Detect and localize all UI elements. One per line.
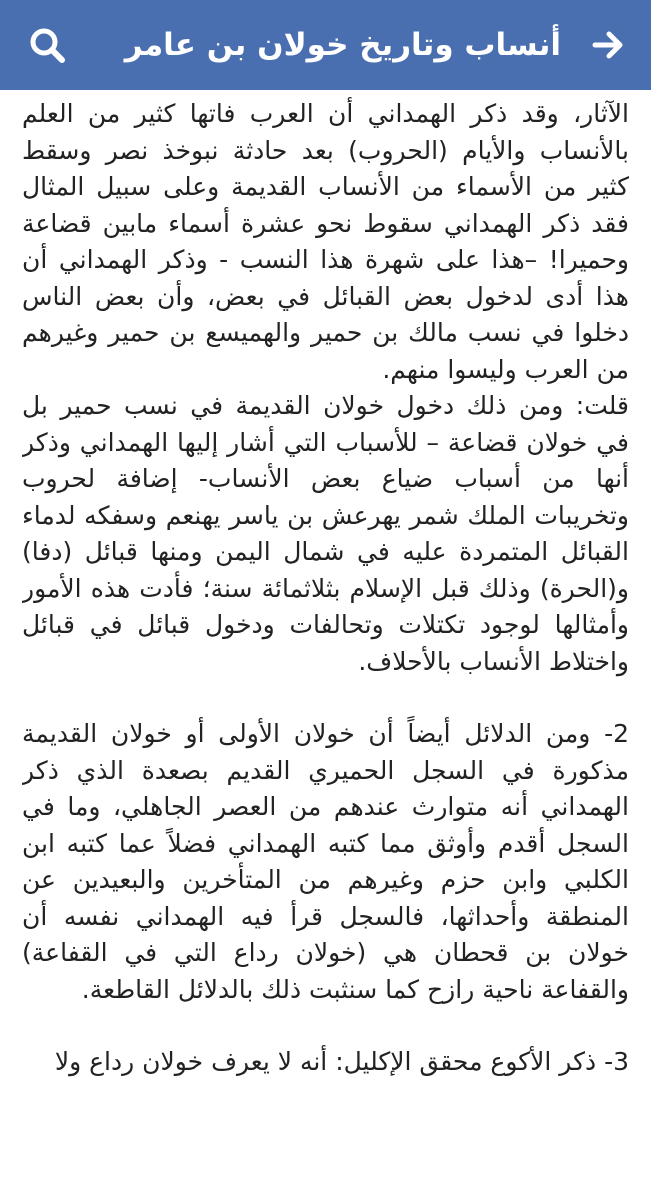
article-paragraph: 3- ذكر الأكوع محقق الإكليل: أنه لا يعرف خولان رداع ولا xyxy=(54,1047,629,1076)
paragraph-gap xyxy=(22,680,629,716)
article-paragraph: الآثار، وقد ذكر الهمداني أن العرب فاتها كثير من العلم بالأنساب والأيام (الحروب) بعد حادثة نبوخذ نصر وسقط كثير من الأسماء من الأنساب القديمة وعلى سبيل المثال فقد ذكر الهمداني سقوط نحو عشرة أسماء مابين قضاعة وحميرا! –هذا على شهرة هذا النسب - وذكر الهمداني أن هذا أدى لدخول بعض القبائل في بعض، وأن بعض الناس دخلوا في نسب مالك بن حمير والهميسع بن حمير وغيرهم من العرب وليسوا منهم. xyxy=(22,99,629,384)
article-body xyxy=(22,96,629,1200)
page-title: أنساب وتاريخ خولان بن عامر xyxy=(124,27,561,63)
search-button[interactable] xyxy=(22,20,72,70)
article-paragraph: 2- ومن الدلائل أيضاً أن خولان الأولى أو خولان القديمة مذكورة في السجل الحميري القديم بصعدة الذي ذكر الهمداني أنه متوارث عندهم من العصر الجاهلي، وما في السجل أقدم وأوثق مما كتبه الهمداني فضلاً عما كتبه ابن الكلبي وابن حزم وغيرهم من المتأخرين والبعيدين عن المنطقة وأحداثها، فالسجل قرأ فيه الهمداني نفسه أن خولان بن قحطان هي (خولان رداع التي في القفاعة) والقفاعة ناحية رازح كما سنثبت ذلك بالدلائل القاطعة. xyxy=(22,719,629,1004)
back-button[interactable] xyxy=(583,20,633,70)
search-icon xyxy=(27,25,67,65)
article-paragraph: قلت: ومن ذلك دخول خولان القديمة في نسب حمير بل في خولان قضاعة – للأسباب التي أشار إليها الهمداني وذكر أنها من أسباب ضياع بعض الأنساب- إضافة لحروب وتخريبات الملك شمر يهرعش بن ياسر يهنعم وسفكه لدماء القبائل المتمردة عليه في شمال اليمن ومنها قبائل (دفا) و(الحرة) وذلك قبل الإسلام بثلاثمائة سنة؛ فأدت هذه الأمور وأمثالها لوجود تكتلات وتحالفات ودخول قبائل في قبائل واختلاط الأنساب بالأحلاف. xyxy=(22,391,629,676)
paragraph-gap xyxy=(22,1008,629,1044)
app-bar xyxy=(0,0,651,90)
arrow-right-icon xyxy=(591,28,625,62)
